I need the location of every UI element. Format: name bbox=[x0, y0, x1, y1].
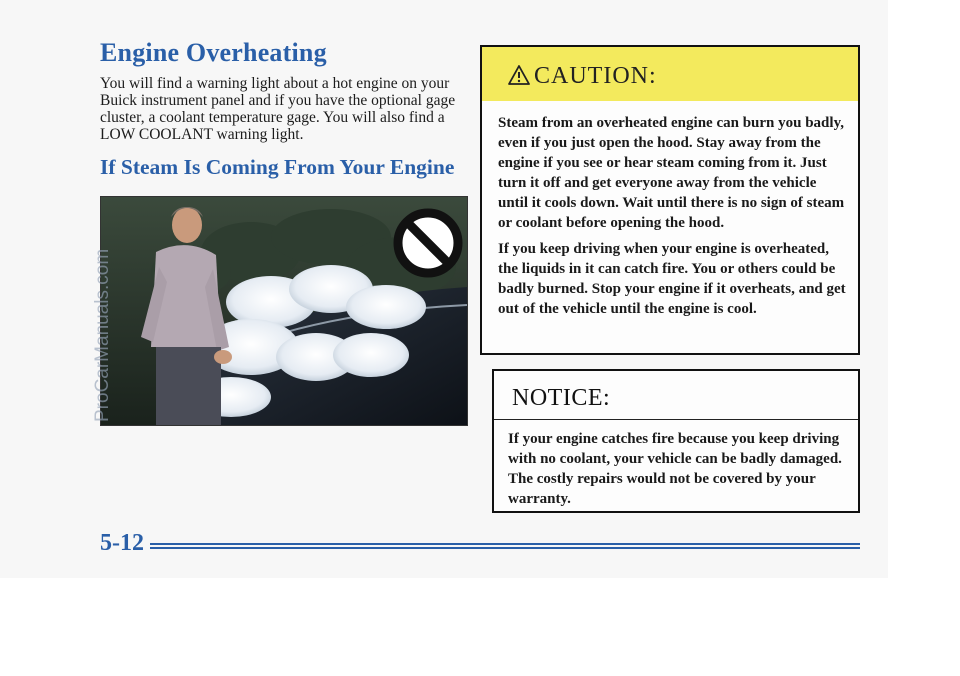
steam-illustration bbox=[100, 196, 468, 426]
caution-paragraph: Steam from an overheated engine can burn you badly, even if you just open the hood. Stay away from the engine if you see or hear steam coming from it. Just turn it off and get everyone away from the vehicle until it cools down. Wait until there is no sign of steam or coolant before opening the hood. bbox=[498, 115, 845, 231]
notice-box bbox=[492, 369, 860, 513]
caution-paragraph: If you keep driving when your engine is overheated, the liquids in it can catch fire. You or others could be badly burned. Stop your engine if it overheats, and get out of the vehicle until the engine is cool. bbox=[498, 241, 846, 317]
watermark-text: ProCarManuals.com bbox=[92, 248, 113, 422]
warning-triangle-icon bbox=[508, 65, 530, 85]
caution-box bbox=[480, 45, 860, 355]
notice-title: NOTICE: bbox=[512, 385, 611, 411]
notice-body: If your engine catches fire because you keep driving with no coolant, your vehicle can be badly damaged. The costly repairs would not be covered by your warranty. bbox=[508, 431, 842, 507]
no-symbol-icon bbox=[398, 213, 458, 273]
intro-paragraph: You will find a warning light about a hot engine on your Buick instrument panel and if you have the optional gage cluster, a coolant temperature gage. You will also find a LOW COOLANT warning light. bbox=[100, 75, 456, 143]
section-heading: Engine Overheating bbox=[100, 38, 327, 67]
caution-title: CAUTION: bbox=[534, 63, 657, 89]
caution-body bbox=[498, 113, 848, 325]
notice-divider bbox=[494, 419, 858, 420]
footer-divider bbox=[150, 543, 860, 549]
watermark bbox=[92, 198, 118, 422]
page-number: 5-12 bbox=[100, 530, 144, 556]
illustration-drawing bbox=[101, 197, 467, 425]
subsection-heading: If Steam Is Coming From Your Engine bbox=[100, 155, 455, 179]
